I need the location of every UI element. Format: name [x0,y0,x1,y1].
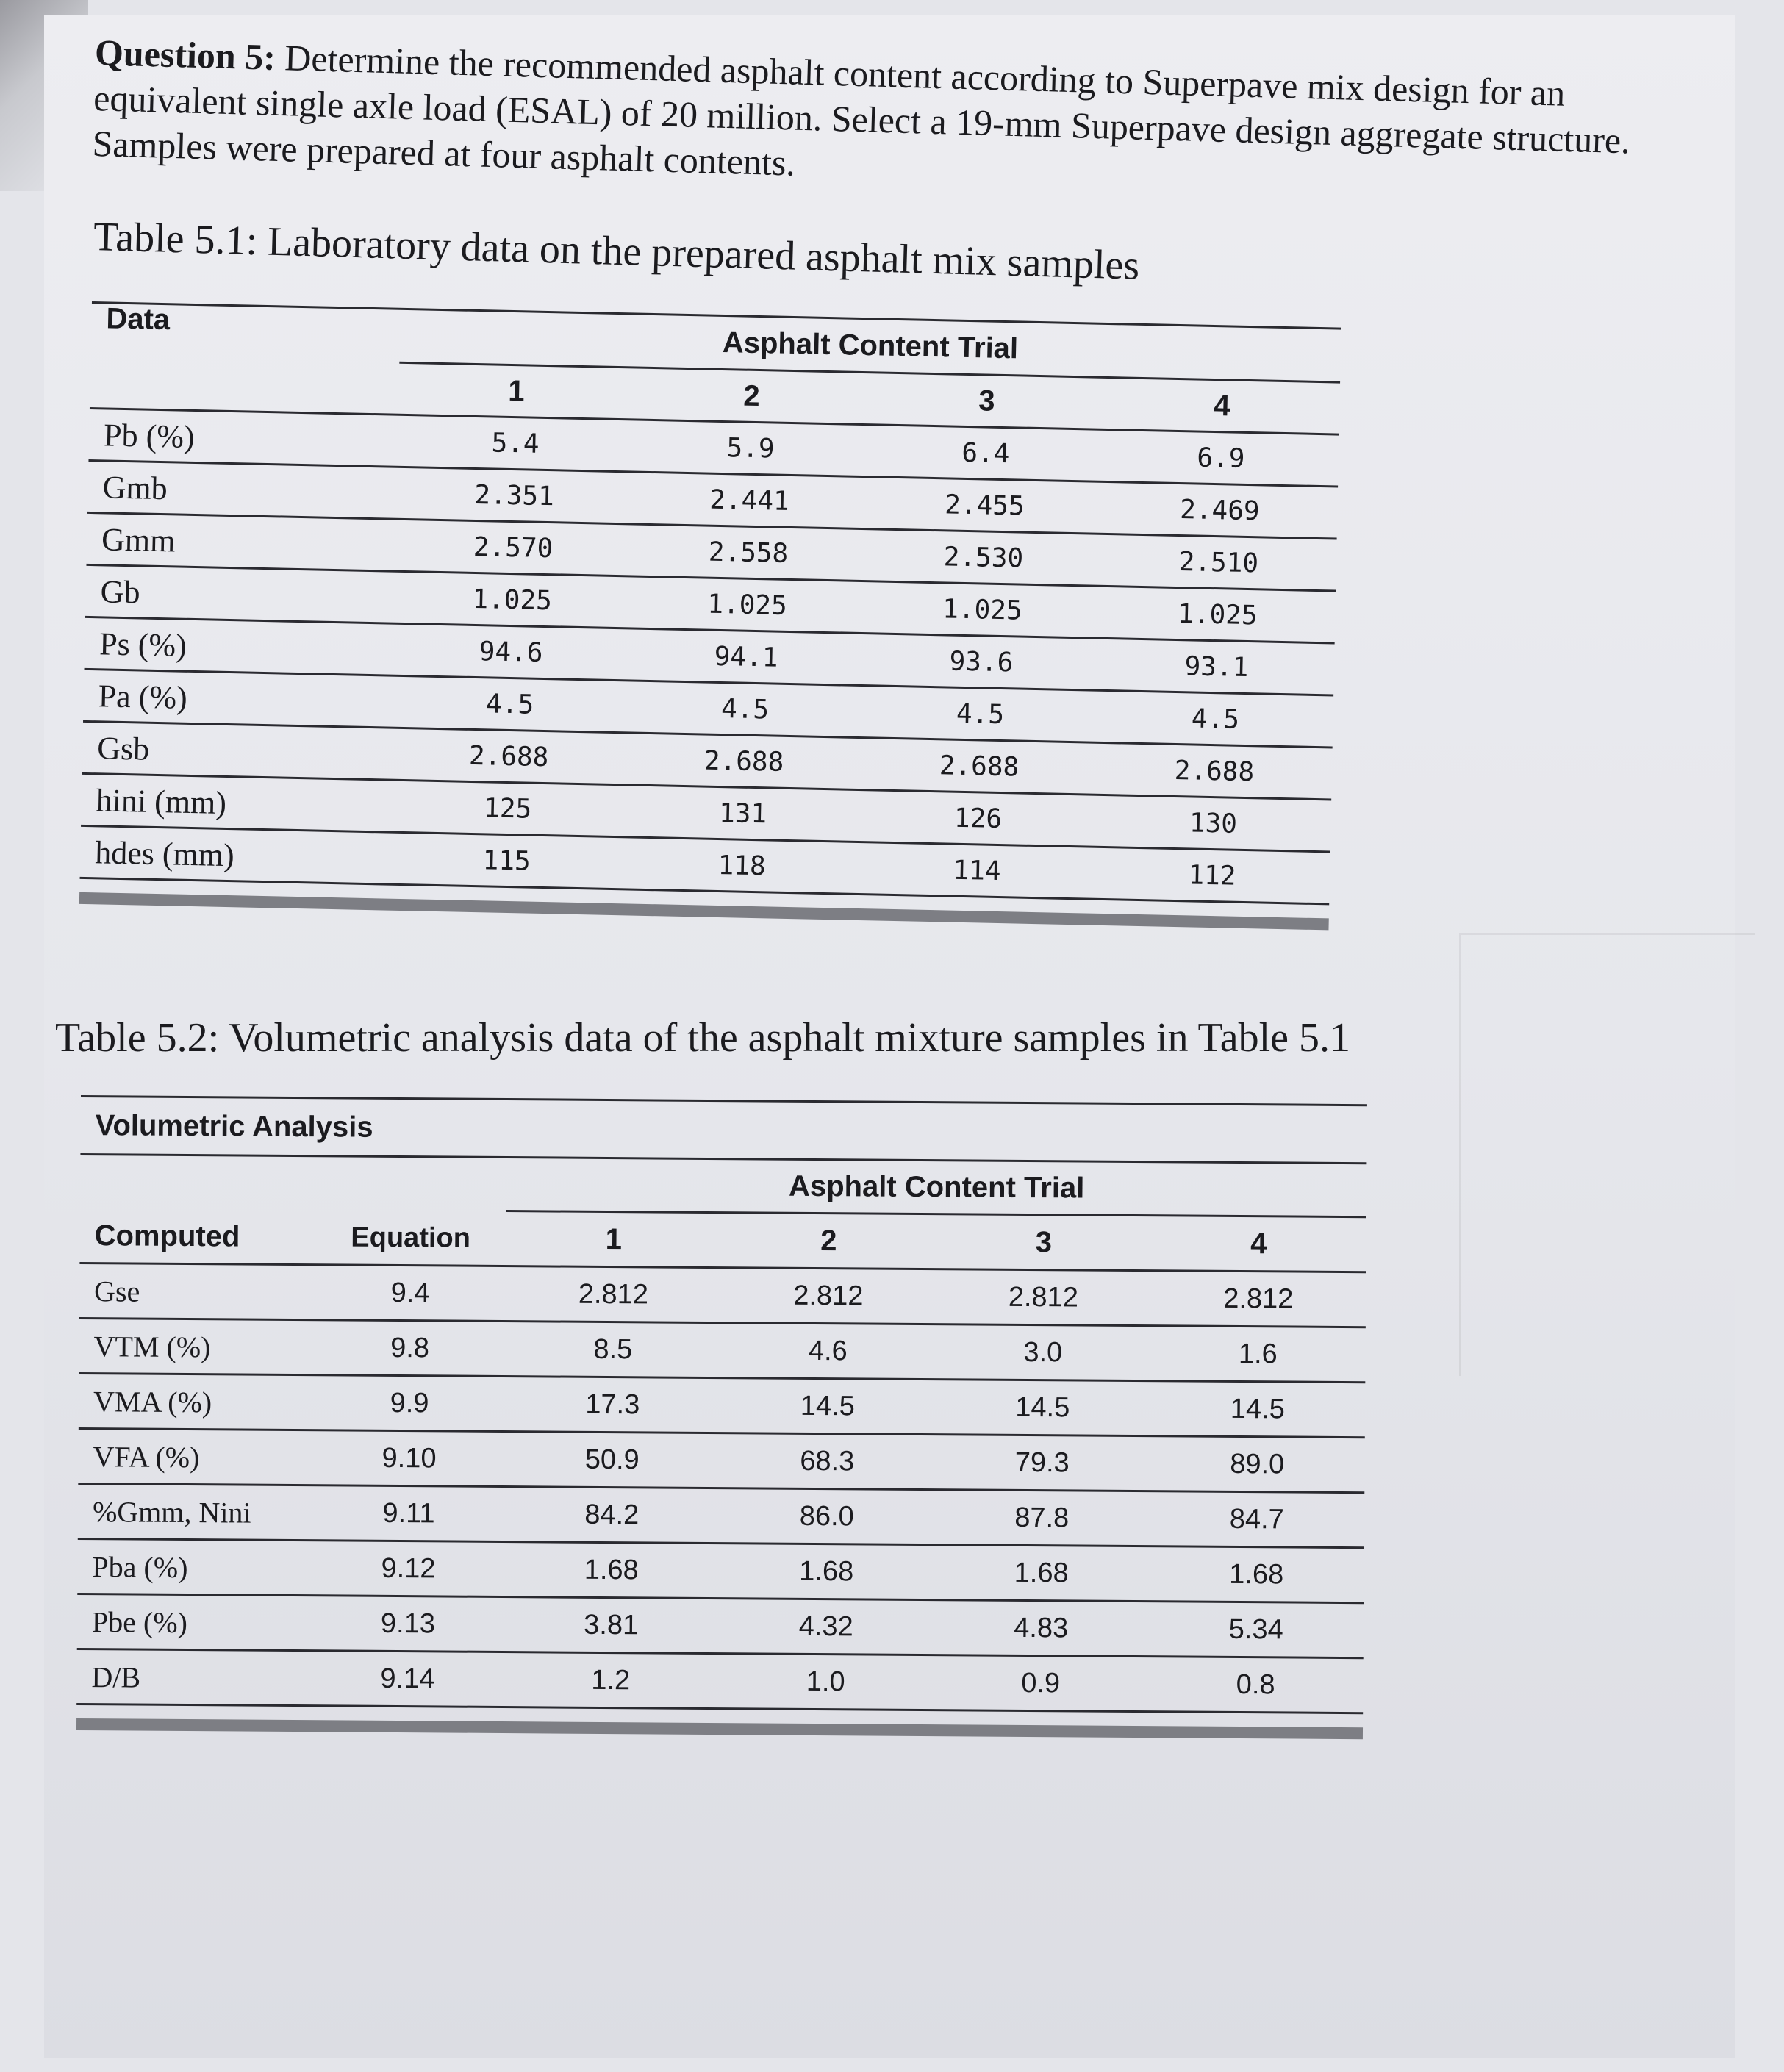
table1-row-label: Pa (%) [98,677,188,716]
table2-cell: 17.3 [585,1388,640,1420]
table2-row [77,1595,1364,1659]
table2-cell: 0.9 [1021,1667,1061,1699]
table1-cell: 2.530 [943,541,1024,574]
table2-cell: 14.5 [1015,1391,1070,1423]
table2-cell: 14.5 [800,1390,855,1422]
table1 [79,301,1341,930]
table2-cell: 3.0 [1023,1336,1063,1368]
table1-trial-header: 2 [742,379,761,412]
table2-row [78,1430,1364,1494]
table2-row-label: Pba (%) [92,1549,188,1584]
table2-row [79,1374,1365,1438]
table1-data-header: Data [106,301,171,336]
table2-cell: 68.3 [800,1445,855,1477]
table2 [76,1095,1367,1739]
table2-cell: 0.8 [1236,1668,1275,1700]
table1-cell: 2.441 [709,484,790,517]
table1-row-label: Pb (%) [103,416,196,455]
table1-cell: 126 [953,803,1003,834]
table2-cell: 4.6 [808,1335,848,1366]
table2-cell: 2.812 [1008,1281,1079,1313]
table2-row-label: %Gmm, Nini [92,1494,251,1530]
table1-trial-header: 4 [1213,389,1230,422]
table2-cell: 5.34 [1228,1613,1283,1645]
table2-cell: 1.0 [806,1666,845,1697]
table1-cell: 2.688 [468,740,549,772]
table1-row-label: Gsb [96,729,150,767]
table1-cell: 118 [717,850,767,881]
table1-cell: 2.570 [473,531,554,564]
table2-cell: 14.5 [1230,1393,1285,1424]
table2-cell: 2.812 [578,1278,649,1310]
table2-cell: 89.0 [1230,1448,1285,1480]
table1-row-label: Gb [100,573,141,610]
table2-equation-header: Equation [351,1222,471,1254]
table2-row-label: Pbe (%) [91,1605,188,1639]
table2-cell: 50.9 [584,1444,640,1475]
table2-equation-cell: 9.13 [380,1607,436,1639]
table2-cell: 2.812 [1223,1283,1294,1315]
table1-cell: 6.4 [961,437,1010,469]
table1-cell: 115 [482,845,531,877]
table1-cell: 1.025 [706,589,788,621]
table2-cell: 1.68 [1014,1557,1069,1588]
table2-cell: 3.81 [584,1609,639,1641]
table1-cell: 2.688 [703,745,784,778]
table2-cell: 1.68 [1229,1558,1284,1590]
table1-group-header: Asphalt Content Trial [399,310,1341,384]
table1-cell: 131 [718,797,767,829]
table1-cell: 125 [483,792,532,825]
table1-cell: 2.510 [1178,546,1259,578]
table2-row-label: VMA (%) [93,1384,212,1419]
table1-cell: 4.5 [485,688,534,720]
table2-trial-header: 2 [820,1224,837,1257]
table2-cell: 84.7 [1229,1503,1284,1535]
table1-cell: 2.351 [473,479,555,512]
table1-cell: 5.4 [491,427,540,459]
table2-row-label: VTM (%) [93,1329,211,1363]
table2-caption: Table 5.2: Volumetric analysis data of the asphalt mixture samples in Table 5.1 [55,1015,1351,1061]
table2-cell: 1.6 [1238,1338,1278,1369]
table2-equation-cell: 9.12 [381,1552,436,1584]
table1-row-label: hdes (mm) [94,834,235,873]
table2-equation-cell: 9.10 [381,1442,437,1474]
table2-row [79,1319,1365,1383]
table2-equation-cell: 9.4 [390,1277,430,1308]
table2-trial-header: 4 [1250,1227,1267,1260]
table2-equation-cell: 9.9 [390,1387,429,1419]
table1-cell: 2.688 [1174,755,1255,787]
table2-cell: 4.83 [1014,1612,1069,1643]
table2-cell: 1.68 [584,1554,639,1585]
table1-cell: 2.688 [939,750,1020,783]
table2-cell: 8.5 [593,1333,633,1365]
table2-computed-header: Computed [94,1219,240,1253]
table2-row [76,1650,1363,1714]
table2-cell: 79.3 [1014,1447,1070,1478]
table2-row [78,1485,1364,1549]
table2-equation-cell: 9.14 [380,1663,435,1694]
table1-row-label: Ps (%) [98,625,187,664]
table1-row-label: hini (mm) [96,781,227,821]
table1-cell: 114 [953,855,1001,886]
table2-trial-header: 1 [605,1222,623,1255]
bleed-through-table [1459,933,1755,1376]
table2-equation-cell: 9.11 [382,1497,435,1529]
table1-cell: 94.6 [479,636,543,668]
table1-cell: 112 [1188,859,1236,892]
question-body: Determine the recommended asphalt content according to Superpave mix design for an equivalent single axle load (ESAL) of 20 million. Select a 19-mm Superpave design aggregate structure. Samples were prepared at four asphalt contents. [91,37,1631,184]
table1-cell: 4.5 [956,698,1005,730]
table2-cell: 1.2 [591,1664,631,1696]
question-label: Question 5: [94,31,276,78]
table2-cell: 86.0 [799,1500,854,1532]
table1-cell: 93.1 [1184,650,1249,683]
table1-trial-header: 1 [507,374,526,407]
table2-equation-cell: 9.8 [390,1332,430,1363]
table2-row-label: D/B [91,1660,141,1694]
table2-cell: 87.8 [1014,1502,1070,1533]
table2-cell: 84.2 [584,1499,640,1530]
table1-cell: 2.558 [708,537,789,569]
table1-cell: 2.469 [1179,494,1260,526]
table2-cell: 4.32 [798,1610,853,1642]
table2-row [77,1540,1364,1604]
table1-row-label: Gmb [102,468,168,506]
table2-group-header: Asphalt Content Trial [506,1158,1366,1218]
table2-row [79,1264,1366,1328]
table2-trial-header: 3 [1035,1225,1053,1258]
table1-cell: 1.025 [1177,598,1258,631]
table2-cell: 1.68 [799,1555,854,1587]
table1-cell: 6.9 [1196,442,1245,474]
table1-cell: 4.5 [1191,703,1240,735]
table2-row-label: VFA (%) [93,1439,200,1474]
table1-row-label: Gmm [101,520,176,559]
table1-cell: 4.5 [720,693,770,725]
table2-cell: 2.812 [793,1280,864,1311]
table1-cell: 93.6 [949,646,1014,678]
table1-cell: 94.1 [714,641,778,673]
table1-cell: 1.025 [472,584,553,616]
table1-cell: 5.9 [726,432,775,464]
table2-row-label: Gse [93,1274,140,1308]
table2-section-header: Volumetric Analysis [80,1095,1367,1164]
table1-cell: 2.455 [944,489,1025,522]
table1-trial-header: 3 [978,384,996,417]
table1-cell: 1.025 [942,593,1023,626]
table1-caption: Table 5.1: Laboratory data on the prepared asphalt mix samples [93,213,1141,289]
table1-cell: 130 [1189,807,1238,839]
